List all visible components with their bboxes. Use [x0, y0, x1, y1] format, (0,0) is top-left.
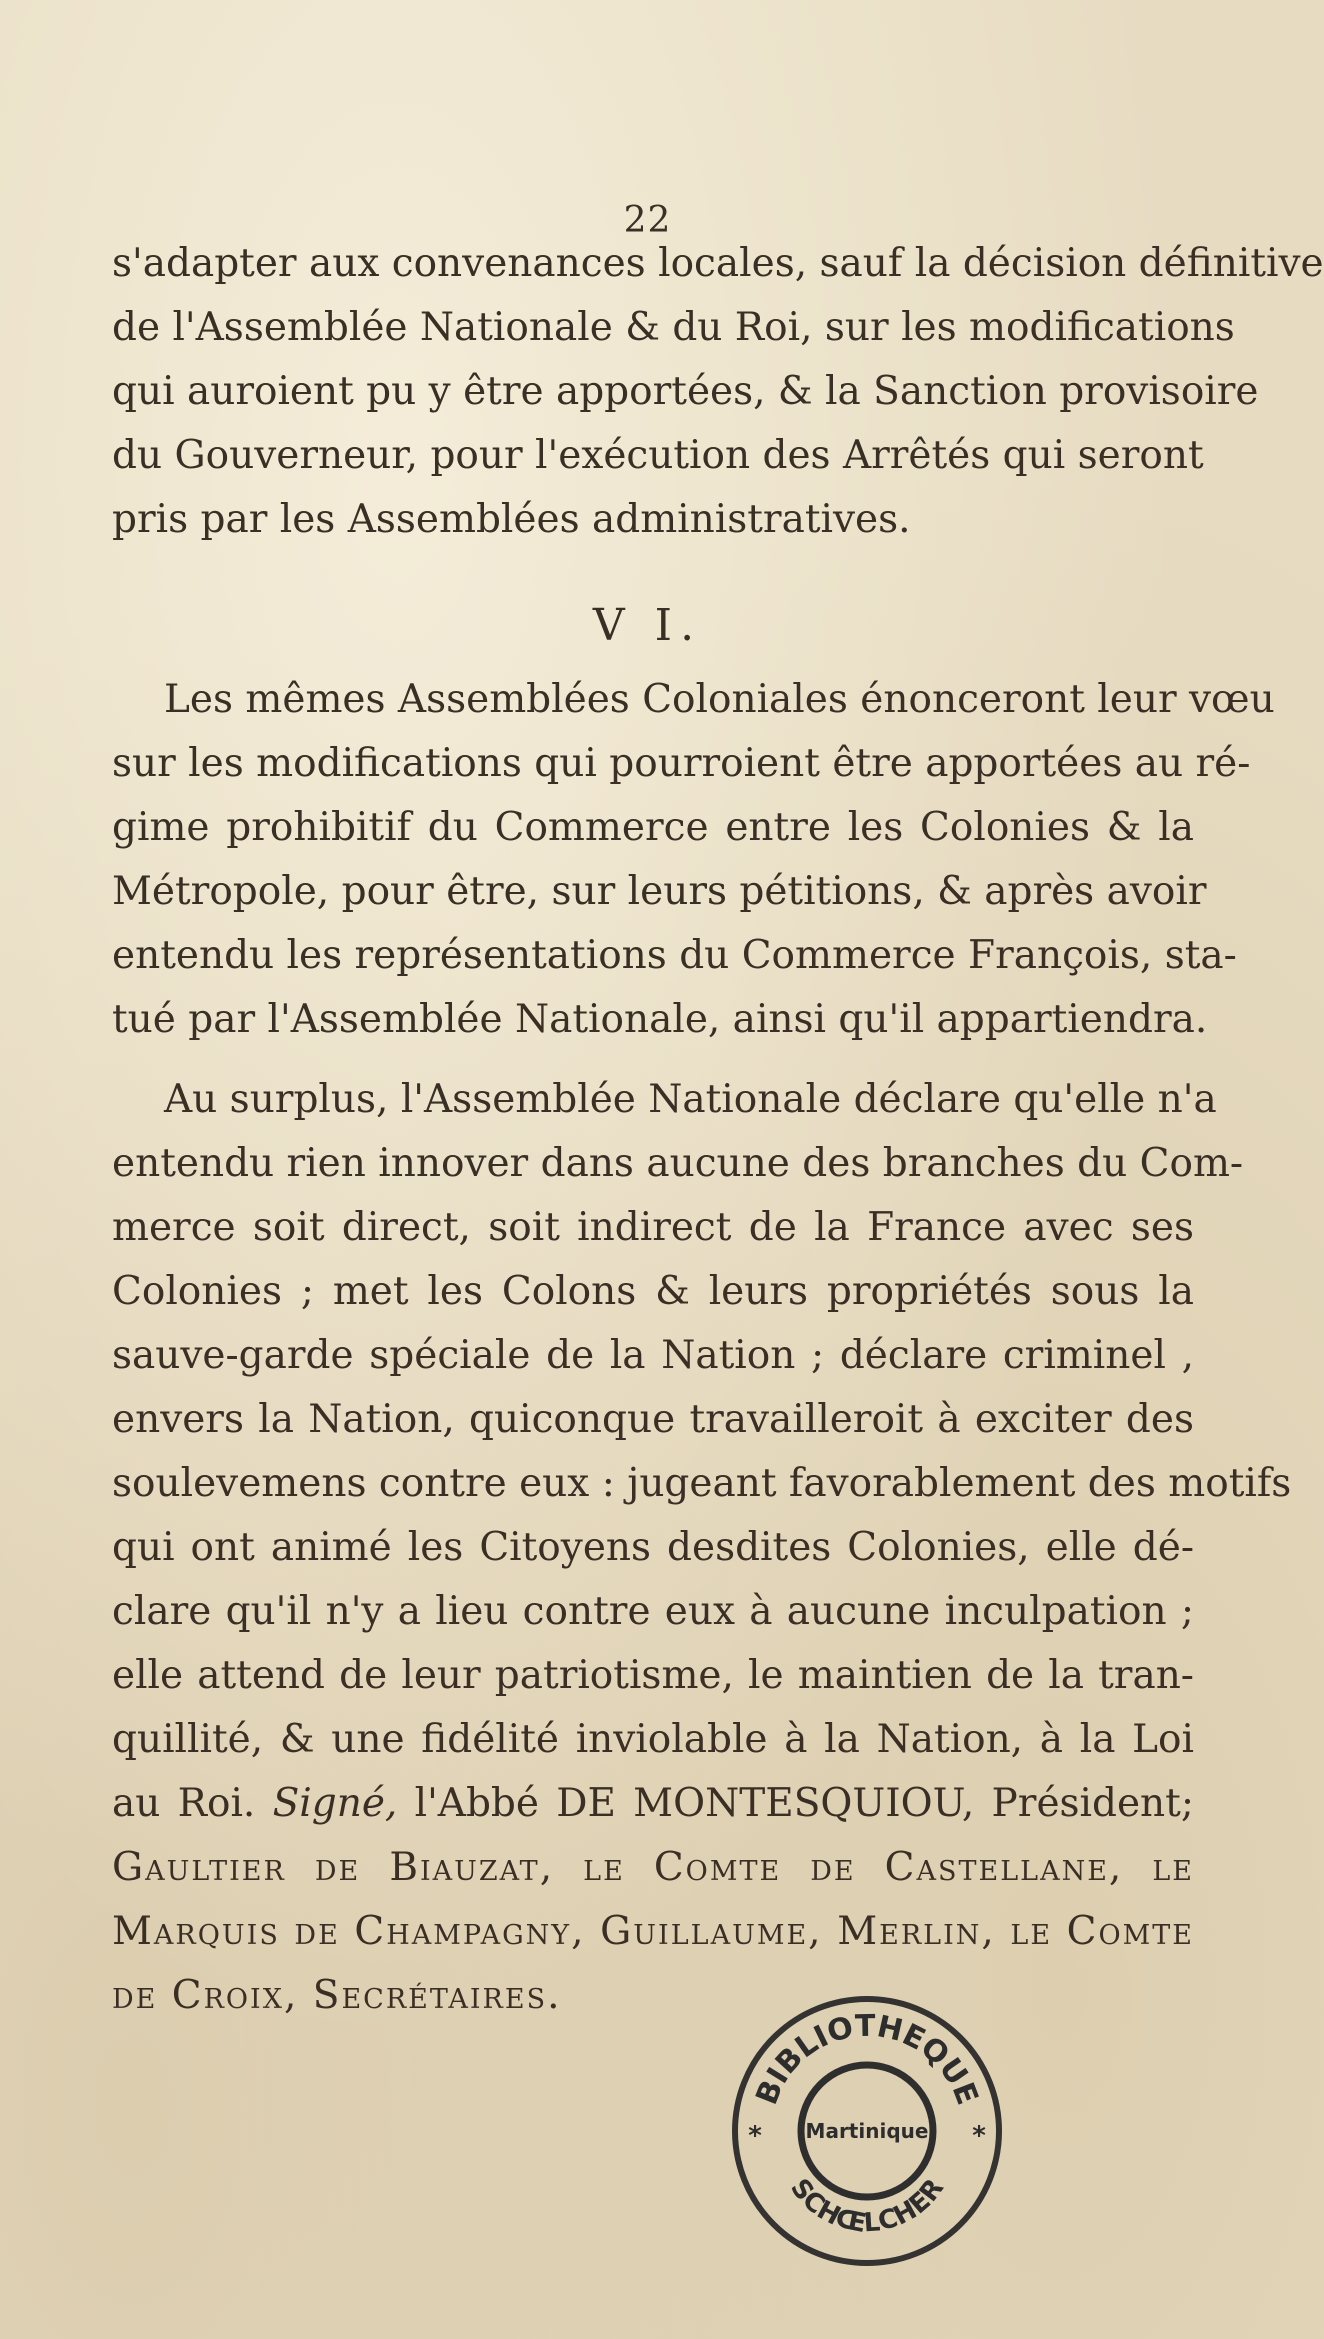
text-line: tué par l'Assemblée Nationale, ainsi qu'il appartiendra. [112, 997, 1208, 1042]
paragraph-article-6 [112, 668, 1275, 1052]
signatories-line: de Croix, Secrétaires. [112, 1973, 562, 2018]
text-line: qui auroient pu y être apportées, & la Sanction provisoire [112, 369, 1259, 414]
stamp-top-text: BIBLIOTHEQUE [749, 2008, 985, 2110]
library-stamp [728, 1992, 1006, 2270]
text-line: du Gouverneur, pour l'exécution des Arrêtés qui seront [112, 433, 1204, 478]
signe-label: Signé, [272, 1781, 398, 1826]
text-line: soulevemens contre eux : jugeant favorablement des motifs [112, 1461, 1292, 1506]
signatories-line: Marquis de Champagny, Guillaume, Merlin, le Comte [112, 1909, 1194, 1954]
text-line: entendu rien innover dans aucune des branches du Com- [112, 1141, 1244, 1186]
paragraph-declaration [112, 1068, 1292, 2028]
page-number: 22 [623, 200, 672, 241]
stamp-star-left-icon: * [748, 2121, 762, 2151]
stamp-bottom-text: SCHŒLCHER [784, 2173, 950, 2240]
text-line: qui ont animé les Citoyens desdites Colonies, elle dé- [112, 1525, 1194, 1570]
text-line: sur les modifications qui pourroient être apportées au ré- [112, 741, 1251, 786]
text-line: gime prohibitif du Commerce entre les Colonies & la [112, 805, 1194, 850]
text-line: quillité, & une fidélité inviolable à la Nation, à la Loi [112, 1717, 1194, 1762]
text-line: elle attend de leur patriotisme, le maintien de la tran- [112, 1653, 1194, 1698]
text-line: Les mêmes Assemblées Coloniales énonceront leur vœu [164, 677, 1275, 722]
text-line: clare qu'il n'y a lieu contre eux à aucune inculpation ; [112, 1589, 1194, 1634]
signature-president-line [112, 1772, 1194, 1836]
text-line: s'adapter aux convenances locales, sauf la décision définitive [112, 241, 1324, 286]
text-line: Au surplus, l'Assemblée Nationale déclare qu'elle n'a [164, 1077, 1217, 1122]
section-heading: V I. [592, 600, 703, 651]
text-line: Métropole, pour être, sur leurs pétitions, & après avoir [112, 869, 1207, 914]
stamp-star-right-icon: * [972, 2121, 986, 2151]
paragraph-continuation [112, 232, 1324, 552]
stamp-center-text: Martinique [805, 2119, 929, 2143]
text-line: entendu les représentations du Commerce François, sta- [112, 933, 1237, 978]
text-line: envers la Nation, quiconque travailleroit à exciter des [112, 1397, 1194, 1442]
text-line: de l'Assemblée Nationale & du Roi, sur les modifications [112, 305, 1235, 350]
text-line: merce soit direct, soit indirect de la France avec ses [112, 1205, 1194, 1250]
president-name: l'Abbé DE MONTESQUIOU, Président; [414, 1781, 1194, 1826]
text-line: sauve-garde spéciale de la Nation ; déclare criminel , [112, 1333, 1194, 1378]
text-line: au Roi. [112, 1781, 256, 1826]
text-line: pris par les Assemblées administratives. [112, 497, 911, 542]
text-line: Colonies ; met les Colons & leurs propriétés sous la [112, 1269, 1194, 1314]
signatories-line: Gaultier de Biauzat, le Comte de Castellane, le [112, 1845, 1194, 1890]
